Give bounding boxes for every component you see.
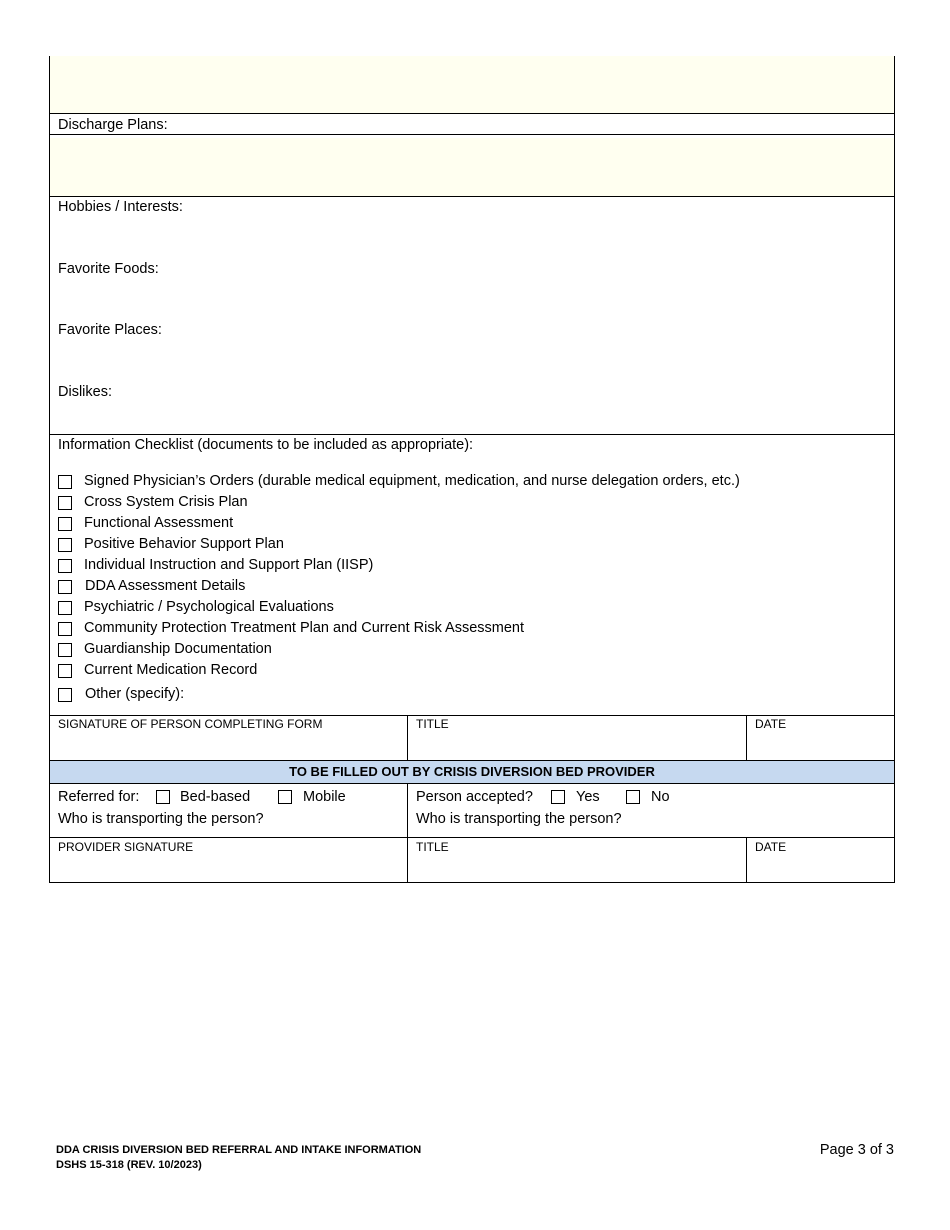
date-label: DATE (755, 717, 787, 731)
previous-section-field[interactable] (49, 56, 895, 114)
mobile-checkbox[interactable] (278, 790, 292, 804)
checkbox[interactable] (58, 688, 72, 702)
checklist-item-label: DDA Assessment Details (85, 578, 246, 594)
favorite-foods-label: Favorite Foods: (58, 261, 159, 277)
discharge-plans-field[interactable] (50, 138, 894, 196)
referred-for-label: Referred for: (58, 789, 140, 805)
mobile-label: Mobile (303, 789, 346, 805)
provider-referral-row (49, 783, 895, 838)
checklist-item-label: Guardianship Documentation (84, 641, 272, 657)
title-label: TITLE (416, 717, 449, 731)
signature-label: SIGNATURE OF PERSON COMPLETING FORM (58, 717, 323, 731)
preferences-section (49, 196, 895, 435)
accepted-yes-checkbox[interactable] (551, 790, 565, 804)
discharge-plans-label: Discharge Plans: (58, 117, 168, 133)
checkbox[interactable] (58, 517, 72, 531)
person-accepted-label: Person accepted? (416, 789, 533, 805)
accepted-no-checkbox[interactable] (626, 790, 640, 804)
provider-signature-row (49, 837, 895, 883)
checklist-item-label: Other (specify): (85, 686, 185, 702)
provider-signature-label: PROVIDER SIGNATURE (58, 840, 194, 854)
form-title: DDA CRISIS DIVERSION BED REFERRAL AND INTAKE INFORMATION (56, 1144, 422, 1156)
checklist-item-label: Psychiatric / Psychological Evaluations (84, 599, 334, 615)
provider-section-header: TO BE FILLED OUT BY CRISIS DIVERSION BED PROVIDER (49, 760, 895, 784)
bed-based-label: Bed-based (180, 789, 251, 805)
checklist-item-label: Signed Physician’s Orders (durable medical equipment, medication, and nurse delegation orders, etc.) (84, 473, 740, 489)
checkbox[interactable] (58, 538, 72, 552)
checkbox[interactable] (58, 643, 72, 657)
signature-row (49, 715, 895, 761)
checkbox[interactable] (58, 475, 72, 489)
checklist-item-label: Cross System Crisis Plan (84, 494, 248, 510)
page-number: Page 3 of 3 (819, 1142, 894, 1158)
checklist-item-label: Current Medication Record (84, 662, 258, 678)
checkbox[interactable] (58, 601, 72, 615)
hobbies-label: Hobbies / Interests: (58, 199, 183, 215)
accepted-yes-label: Yes (576, 789, 600, 805)
checkbox[interactable] (58, 559, 72, 573)
checkbox[interactable] (58, 622, 72, 636)
form-number: DSHS 15-318 (REV. 10/2023) (56, 1159, 202, 1171)
dislikes-label: Dislikes: (58, 384, 112, 400)
checklist-item-label: Positive Behavior Support Plan (84, 536, 284, 552)
checkbox[interactable] (58, 496, 72, 510)
transport-question-right: Who is transporting the person? (416, 811, 622, 827)
checklist-item-label: Functional Assessment (84, 515, 234, 531)
provider-title-label: TITLE (416, 840, 449, 854)
checkbox[interactable] (58, 664, 72, 678)
checklist-item-label: Community Protection Treatment Plan and Current Risk Assessment (84, 620, 525, 636)
checklist-item-label: Individual Instruction and Support Plan (IISP) (84, 557, 374, 573)
bed-based-checkbox[interactable] (156, 790, 170, 804)
favorite-places-label: Favorite Places: (58, 322, 162, 338)
accepted-no-label: No (651, 789, 670, 805)
discharge-plans-section (49, 114, 895, 196)
checklist-heading: Information Checklist (documents to be included as appropriate): (58, 437, 474, 453)
transport-question-left: Who is transporting the person? (58, 811, 264, 827)
provider-date-label: DATE (755, 840, 787, 854)
checkbox[interactable] (58, 580, 72, 594)
